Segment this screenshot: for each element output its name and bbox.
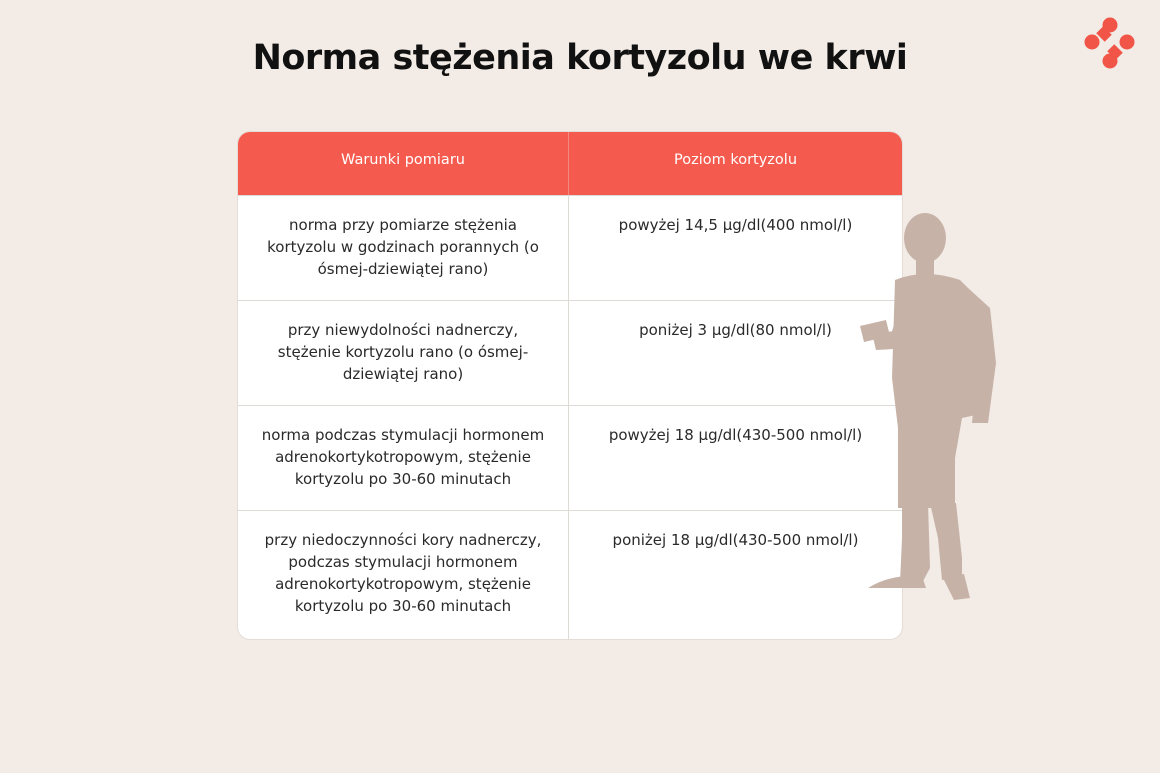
table-header	[238, 132, 902, 195]
level-cell: powyżej 18 μg/dl(430-500 nmol/l)	[608, 426, 863, 444]
table-row	[238, 510, 902, 639]
table-row	[238, 405, 902, 510]
cortisol-norms-table	[238, 132, 902, 639]
level-cell: powyżej 14,5 μg/dl(400 nmol/l)	[618, 216, 853, 234]
header-level: Poziom kortyzolu	[673, 152, 798, 168]
condition-cell: norma przy pomiarze stężenia kortyzolu w godzinach porannych (o ósmej-dziewiątej rano)	[238, 196, 569, 300]
table-row	[238, 300, 902, 405]
person-silhouette-icon	[850, 208, 1000, 608]
level-cell: poniżej 18 μg/dl(430-500 nmol/l)	[612, 531, 859, 549]
table-row	[238, 195, 902, 300]
condition-cell: przy niedoczynności kory nadnerczy, podczas stymulacji hormonem adrenokortykotropowym, stężenie kortyzolu po 30-60 minutach	[238, 511, 569, 639]
page-title: Norma stężenia kortyzolu we krwi	[252, 38, 908, 78]
condition-cell: norma podczas stymulacji hormonem adrenokortykotropowym, stężenie kortyzolu po 30-60 minutach	[238, 406, 569, 510]
brand-logo-icon	[1080, 16, 1140, 72]
level-cell: poniżej 3 μg/dl(80 nmol/l)	[639, 321, 832, 339]
header-conditions: Warunki pomiaru	[238, 132, 569, 195]
condition-cell: przy niewydolności nadnerczy, stężenie kortyzolu rano (o ósmej-dziewiątej rano)	[238, 301, 569, 405]
